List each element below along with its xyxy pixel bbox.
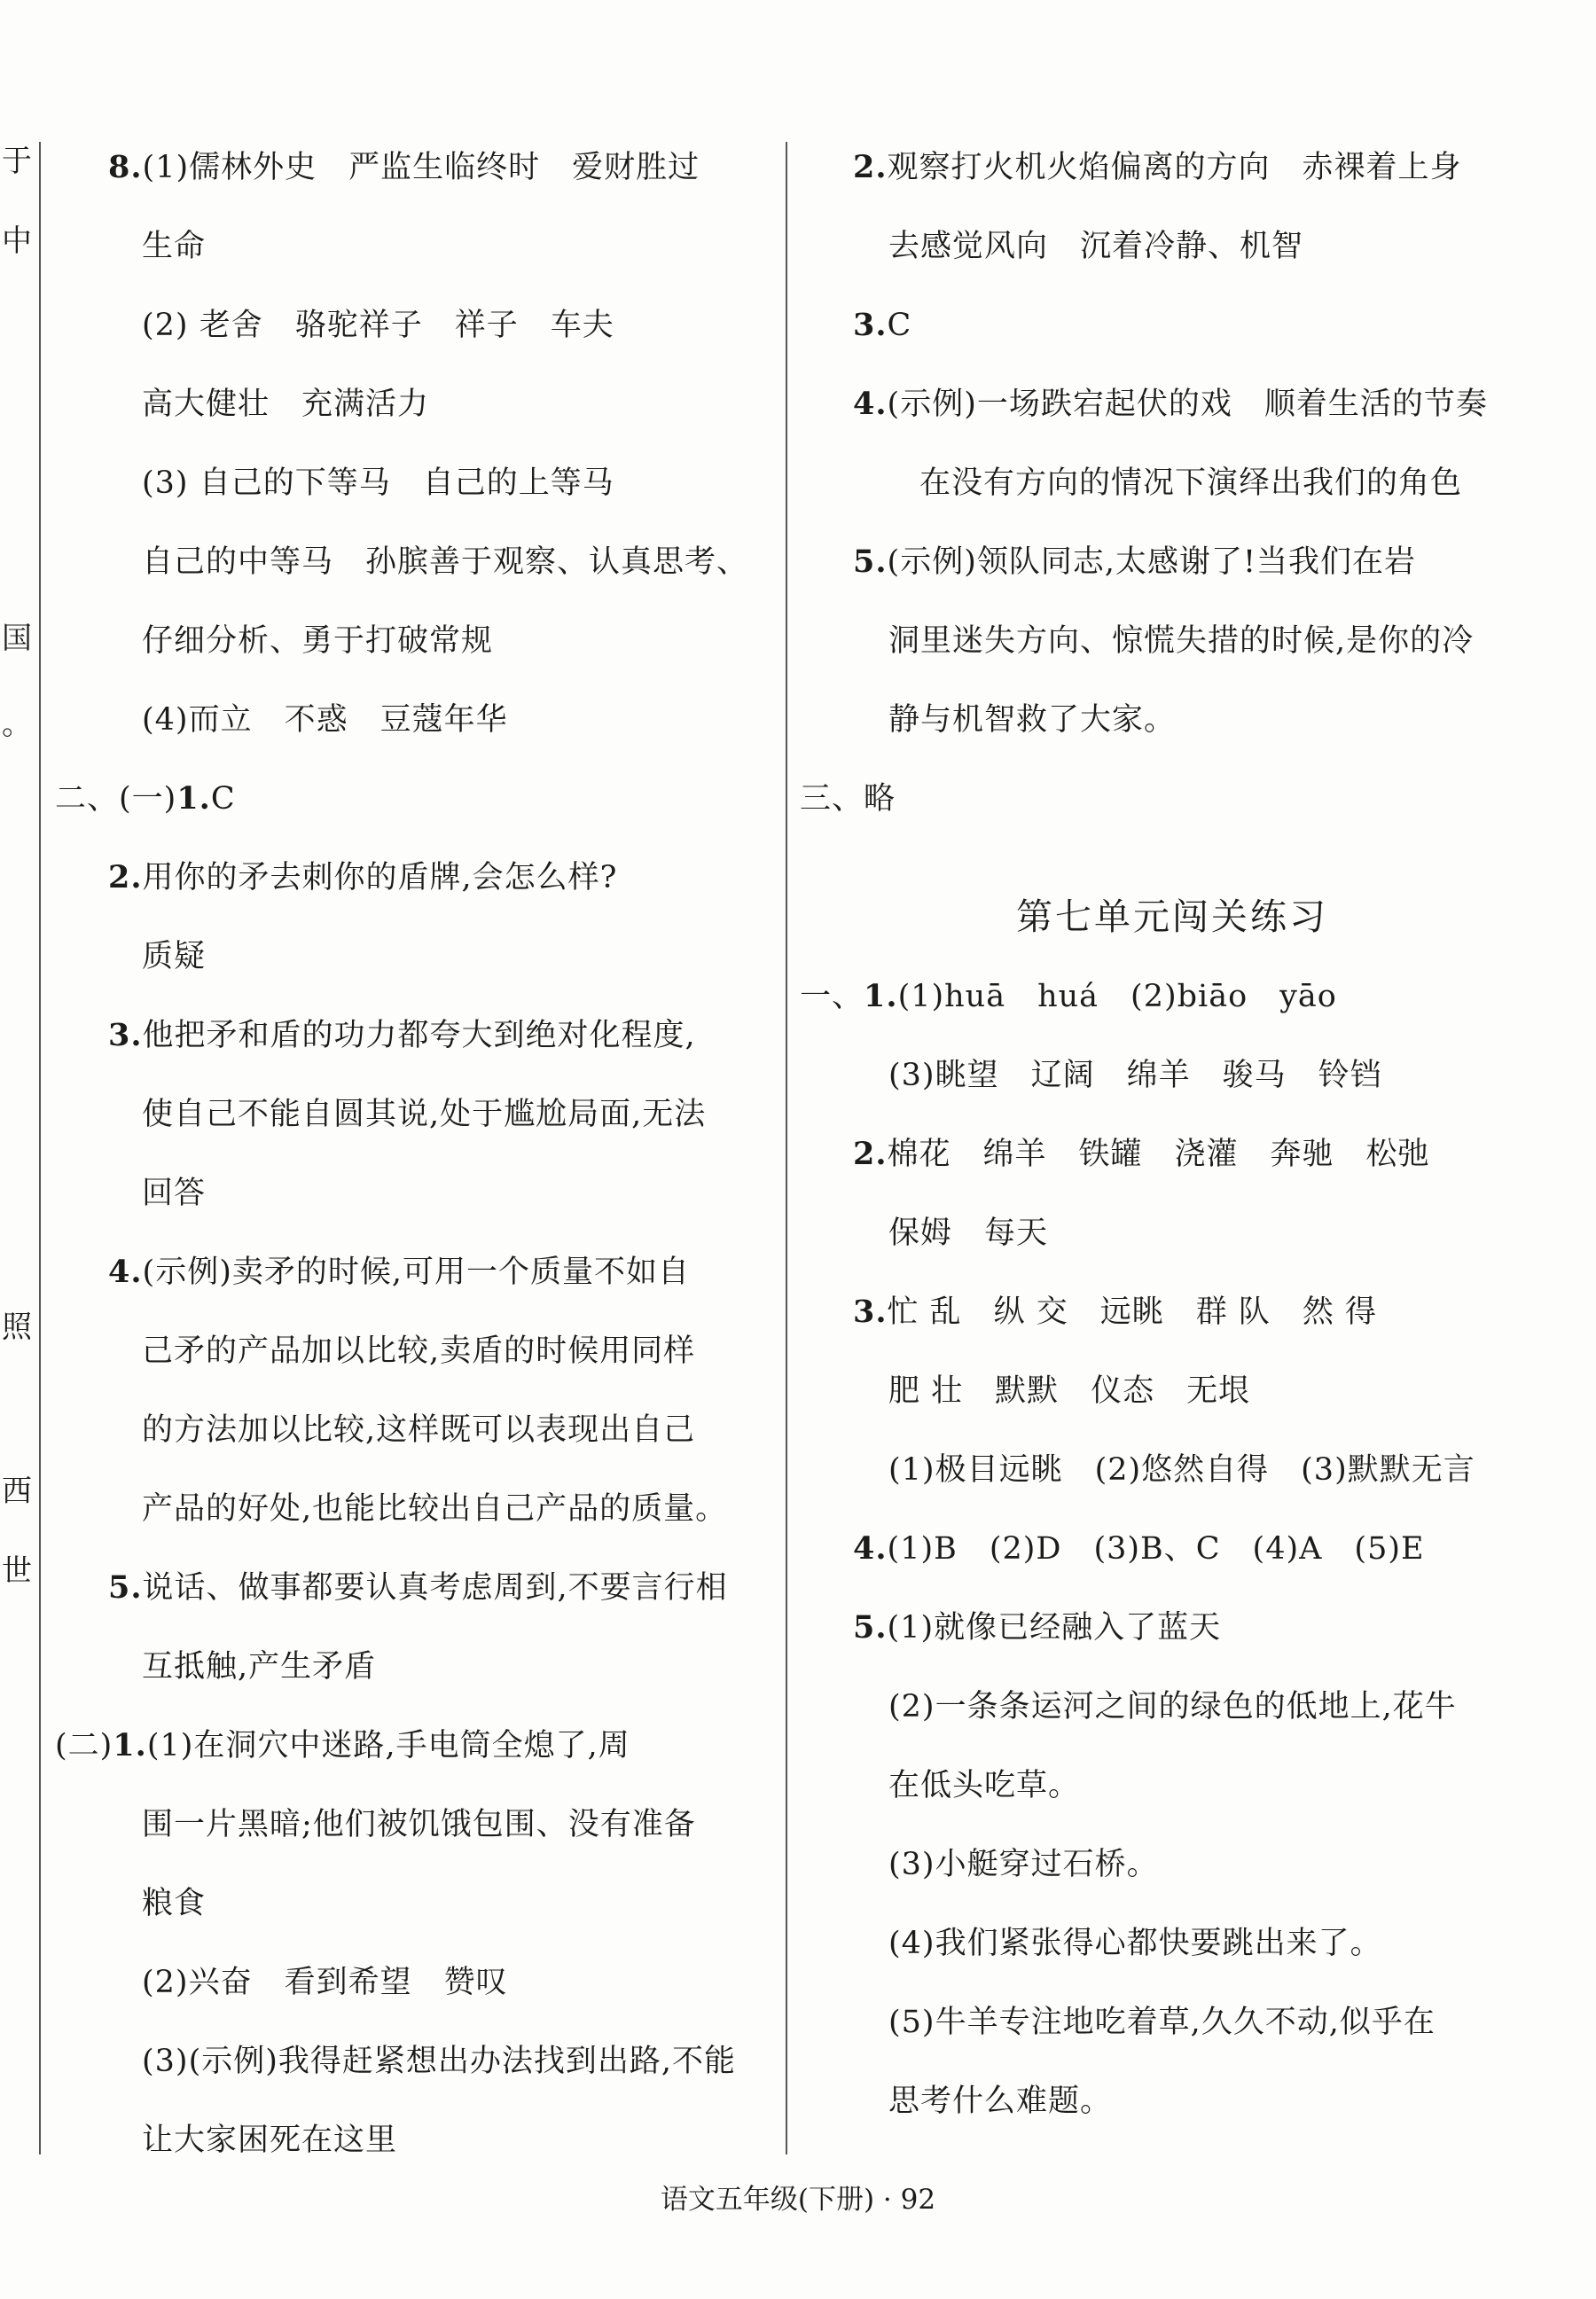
answer-text: (示例)卖矛的时候,可用一个质量不如自	[142, 1255, 690, 1290]
answer-line	[55, 219, 782, 298]
answer-text: 的方法加以比较,这样既可以表现出自己	[142, 1412, 696, 1448]
answer-text: 说话、做事都要认真考虑周到,不要言行相	[142, 1570, 728, 1606]
answer-line	[800, 377, 1545, 456]
section-prefix: (二)	[55, 1728, 113, 1763]
section-prefix: 二、(一)	[55, 781, 177, 817]
answer-text: (1)B (2)D (3)B、C (4)A (5)E	[887, 1531, 1425, 1567]
answer-line	[55, 771, 782, 850]
margin-fragment: 西	[2, 1474, 32, 1509]
answer-line	[55, 929, 782, 1008]
answer-text: 棉花 绵羊 铁罐 浇灌 奔驰 松弛	[887, 1137, 1430, 1172]
margin-fragment: 照	[2, 1310, 32, 1345]
question-number: 3.	[853, 307, 888, 343]
answer-line	[55, 1245, 782, 1324]
answer-line	[55, 456, 782, 535]
answer-line	[800, 1916, 1545, 1995]
answer-text: 让大家困死在这里	[142, 2123, 398, 2158]
unit-title: 第七单元闯关练习	[1016, 895, 1328, 938]
answer-text: 在没有方向的情况下演绎出我们的角色	[919, 465, 1463, 501]
answer-line	[55, 535, 782, 614]
answer-line	[55, 298, 782, 377]
answer-line	[800, 1521, 1545, 1600]
answer-text: 洞里迷失方向、惊慌失措的时候,是你的冷	[888, 623, 1475, 659]
answer-text: 去感觉风向 沉着冷静、机智	[888, 229, 1304, 264]
answer-text: 仔细分析、勇于打破常规	[142, 623, 494, 659]
question-number: 5.	[853, 543, 888, 580]
answer-text: 粮食	[142, 1886, 207, 1921]
answer-line	[800, 535, 1545, 614]
answer-line	[55, 614, 782, 692]
answer-line	[800, 1048, 1545, 1127]
answer-line	[800, 140, 1545, 219]
answer-text: 围一片黑暗;他们被饥饿包围、没有准备	[142, 1807, 696, 1842]
answer-text: 在低头吃草。	[888, 1768, 1081, 1803]
answer-line	[55, 1087, 782, 1166]
answer-text: 高大健壮 充满活力	[142, 387, 430, 422]
answer-line	[55, 1166, 782, 1245]
answer-line	[800, 1600, 1545, 1679]
question-number: 5.	[108, 1569, 143, 1606]
question-number: 8.	[108, 149, 143, 185]
answer-text: (1)huā huá (2)biāo yāo	[897, 979, 1337, 1014]
margin-fragment: 。	[2, 707, 32, 742]
question-number: 1.	[864, 978, 898, 1014]
answer-text: C	[887, 308, 912, 343]
answer-line	[55, 2034, 782, 2113]
margin-fragment: 世	[2, 1553, 32, 1589]
answer-text: 产品的好处,也能比较出自己产品的质量。	[142, 1491, 728, 1527]
answer-line	[55, 1008, 782, 1087]
question-number: 2.	[853, 1136, 888, 1172]
answer-line	[800, 2074, 1545, 2153]
answer-text: 使自己不能自圆其说,处于尴尬局面,无法	[142, 1097, 707, 1132]
answer-line	[55, 140, 782, 219]
answer-text: (3)眺望 辽阔 绵羊 骏马 铃铛	[888, 1058, 1382, 1093]
answer-line	[800, 1206, 1545, 1285]
answer-text: 观察打火机火焰偏离的方向 赤裸着上身	[887, 150, 1462, 185]
answer-line	[55, 1718, 782, 1797]
answer-text: (2)兴奋 看到希望 赞叹	[142, 1965, 508, 2000]
answer-text: 己矛的产品加以比较,卖盾的时候用同样	[142, 1333, 696, 1369]
answer-text: (2)一条条运河之间的绿色的低地上,花牛	[888, 1689, 1457, 1724]
question-number: 4.	[853, 386, 888, 422]
question-number: 1.	[113, 1727, 147, 1763]
answer-text: 生命	[142, 229, 207, 264]
answer-text: (1)极目远眺 (2)悠然自得 (3)默默无言	[888, 1452, 1475, 1488]
answer-text: (5)牛羊专注地吃着草,久久不动,似乎在	[888, 2005, 1436, 2040]
answer-line	[55, 1639, 782, 1718]
answer-line	[800, 1364, 1545, 1443]
answer-line	[55, 1403, 782, 1482]
question-number: 5.	[853, 1609, 888, 1646]
answer-line	[800, 614, 1545, 692]
answer-text: 忙 乱 纵 交 远眺 群 队 然 得	[887, 1294, 1378, 1330]
answer-text: 互抵触,产生矛盾	[142, 1649, 377, 1685]
answer-text: (2) 老舍 骆驼祥子 祥子 车夫	[142, 308, 614, 343]
answer-text: (3)(示例)我得赶紧想出办法找到出路,不能	[142, 2044, 737, 2079]
question-number: 1.	[176, 780, 211, 817]
margin-fragment: 于	[2, 144, 32, 179]
answer-line	[55, 377, 782, 456]
answer-text: C	[210, 781, 236, 817]
answer-line	[55, 692, 782, 771]
answer-text: (4)而立 不惑 豆蔻年华	[142, 702, 508, 738]
answer-line	[800, 1758, 1545, 1837]
answer-line	[800, 1679, 1545, 1758]
answer-line	[800, 771, 1545, 850]
question-number: 3.	[853, 1294, 888, 1330]
answer-text: (1)就像已经融入了蓝天	[887, 1610, 1222, 1646]
answer-text: 自己的中等马 孙膑善于观察、认真思考、	[142, 544, 749, 580]
answer-line	[800, 219, 1545, 298]
answer-line	[55, 1482, 782, 1560]
page-footer: 语文五年级(下册) · 92	[660, 2184, 936, 2216]
margin-fragment: 国	[2, 621, 32, 656]
answer-text: (4)我们紧张得心都快要跳出来了。	[888, 1926, 1382, 1961]
answer-line	[800, 298, 1545, 377]
answer-line	[55, 1955, 782, 2034]
answer-text: 静与机智救了大家。	[888, 702, 1177, 738]
answer-line	[800, 456, 1545, 535]
question-number: 2.	[108, 859, 143, 895]
answer-text: (1)儒林外史 严监生临终时 爱财胜过	[142, 150, 700, 185]
left-column	[55, 140, 782, 2192]
answer-text: (3)小艇穿过石桥。	[888, 1847, 1159, 1882]
answer-line	[55, 1560, 782, 1639]
answer-text: 回答	[142, 1176, 207, 1211]
answer-line	[800, 1285, 1545, 1364]
answer-text: 思考什么难题。	[888, 2084, 1113, 2119]
right-column	[800, 140, 1545, 2153]
answer-text: 他把矛和盾的功力都夸大到绝对化程度,	[142, 1018, 696, 1053]
question-number: 2.	[853, 149, 888, 185]
column-divider	[786, 142, 787, 2154]
question-number: 4.	[853, 1530, 888, 1567]
answer-text: 肥 壮 默默 仪态 无垠	[888, 1373, 1251, 1409]
answer-line	[800, 1443, 1545, 1521]
section-prefix: 一、	[800, 979, 864, 1014]
question-number: 3.	[108, 1017, 143, 1053]
answer-line	[800, 1837, 1545, 1916]
answer-line	[55, 850, 782, 929]
answer-line	[55, 1797, 782, 1876]
answer-text: (1)在洞穴中迷路,手电筒全熄了,周	[146, 1728, 630, 1763]
answer-line	[800, 969, 1545, 1048]
answer-text: 质疑	[142, 939, 207, 974]
answer-line	[800, 692, 1545, 771]
answer-text: 用你的矛去刺你的盾牌,会怎么样?	[142, 860, 618, 895]
answer-line	[55, 1324, 782, 1403]
answer-text: 保姆 每天	[888, 1216, 1049, 1251]
answer-text: (示例)领队同志,太感谢了!当我们在岩	[887, 544, 1417, 580]
answer-line	[800, 1127, 1545, 1206]
answer-line	[800, 1995, 1545, 2074]
answer-text: (3) 自己的下等马 自己的上等马	[142, 465, 614, 501]
question-number: 4.	[108, 1254, 143, 1290]
section-prefix: 三、略	[800, 781, 896, 817]
left-margin-divider	[39, 142, 41, 2154]
margin-fragment: 中	[2, 223, 32, 259]
answer-line	[55, 1876, 782, 1955]
answer-text: (示例)一场跌宕起伏的戏 顺着生活的节奏	[887, 387, 1488, 422]
